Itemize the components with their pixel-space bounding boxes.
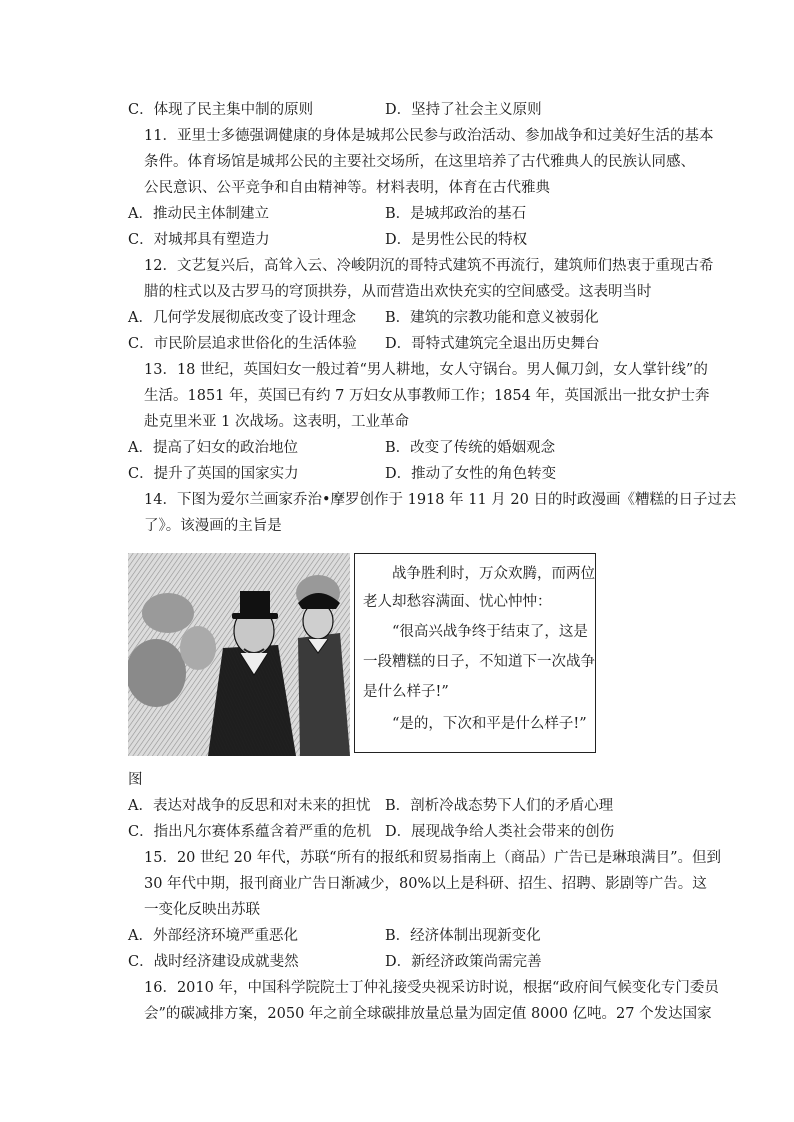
q11-stem-line-1: 11．亚里士多德强调健康的身体是城邦公民参与政治活动、参加战争和过美好生活的基本 [144, 128, 714, 144]
q16-stem-line-2: 会”的碳减排方案，2050 年之前全球碳排放量总量为固定值 8000 亿吨。27 个发达国家 [144, 1006, 712, 1022]
q10-option-c: C．体现了民主集中制的原则 [128, 102, 314, 118]
q11-stem-line-2: 条件。体育场馆是城邦公民的主要社交场所，在这里培养了古代雅典人的民族认同感、 [144, 154, 695, 170]
q12-option-c: C．市民阶层追求世俗化的生活体验 [128, 336, 357, 352]
q14-option-b: B．剖析冷战态势下人们的矛盾心理 [385, 798, 614, 814]
q13-option-b: B．改变了传统的婚姻观念 [385, 440, 556, 456]
cartoon-illustration [128, 553, 350, 756]
q13-option-a: A．提高了妇女的政治地位 [128, 440, 298, 456]
q12-option-a: A．几何学发展彻底改变了设计理念 [128, 310, 356, 326]
q12-stem-line-1: 12．文艺复兴后，高耸入云、冷峻阴沉的哥特式建筑不再流行，建筑师们热衷于重现古希 [144, 258, 714, 274]
q13-stem-line-2: 生活。1851 年，英国已有约 7 万妇女从事教师工作；1854 年，英国派出一批女护士奔 [144, 388, 710, 404]
q16-stem-line-1: 16．2010 年，中国科学院院士丁仲礼接受央视采访时说，根据“政府间气候变化专门委员 [144, 980, 719, 996]
figure-caption: 图 [128, 772, 143, 788]
q15-stem-line-2: 30 年代中期，报刊商业广告日渐减少，80%以上是科研、招生、招聘、影剧等广告。这 [144, 876, 707, 892]
q15-stem-line-1: 15．20 世纪 20 年代，苏联“所有的报纸和贸易指南上（商品）广告已是琳琅满目”。但到 [144, 850, 722, 866]
q14-option-c: C．指出凡尔赛体系蕴含着严重的危机 [128, 824, 372, 840]
q14-stem-line-1: 14．下图为爱尔兰画家乔治•摩罗创作于 1918 年 11 月 20 日的时政漫画《糟糕的日子过去 [144, 492, 737, 508]
q15-stem-line-3: 一变化反映出苏联 [144, 902, 260, 918]
q12-option-d: D．哥特式建筑完全退出历史舞台 [385, 336, 600, 352]
q11-option-c: C．对城邦具有塑造力 [128, 232, 270, 248]
q14-stem-line-2: 了》。该漫画的主旨是 [144, 518, 282, 534]
q15-option-c: C．战时经济建设成就斐然 [128, 954, 299, 970]
q15-option-a: A．外部经济环境严重恶化 [128, 928, 298, 944]
q11-stem-line-3: 公民意识、公平竞争和自由精神等。材料表明，体育在古代雅典 [144, 180, 550, 196]
cartoon-drawing [128, 553, 350, 756]
q13-stem-line-3: 赴克里米亚 1 次战场。这表明，工业革命 [144, 414, 409, 430]
q12-stem-line-2: 腊的柱式以及古罗马的穹顶拱券，从而营造出欢快充实的空间感受。这表明当时 [144, 284, 652, 300]
q14-option-a: A．表达对战争的反思和对未来的担忧 [128, 798, 371, 814]
q13-option-d: D．推动了女性的角色转变 [385, 466, 557, 482]
q13-option-c: C．提升了英国的国家实力 [128, 466, 299, 482]
box-line-3: “很高兴战争终于结束了，这是 [392, 624, 588, 640]
q10-option-d: D．坚持了社会主义原则 [385, 102, 542, 118]
q11-option-a: A．推动民主体制建立 [128, 206, 269, 222]
q15-option-d: D．新经济政策尚需完善 [385, 954, 542, 970]
q12-option-b: B．建筑的宗教功能和意义被弱化 [385, 310, 599, 326]
box-line-1: 战争胜利时，万众欢腾，而两位 [392, 566, 595, 582]
q11-option-d: D．是男性公民的特权 [385, 232, 528, 248]
q11-option-b: B．是城邦政治的基石 [385, 206, 527, 222]
box-line-2: 老人却愁容满面、忧心忡忡： [363, 594, 552, 610]
q13-stem-line-1: 13．18 世纪，英国妇女一般过着“男人耕地，女人守锅台。男人佩刀剑，女人掌针线”的 [144, 362, 708, 378]
box-line-4: 一段糟糕的日子，不知道下一次战争 [363, 654, 595, 670]
cartoon-caption-box [354, 553, 596, 753]
box-line-6: “是的，下次和平是什么样子!” [392, 716, 587, 732]
q14-option-d: D．展现战争给人类社会带来的创伤 [385, 824, 615, 840]
box-line-5: 是什么样子!” [363, 684, 449, 700]
q15-option-b: B．经济体制出现新变化 [385, 928, 541, 944]
